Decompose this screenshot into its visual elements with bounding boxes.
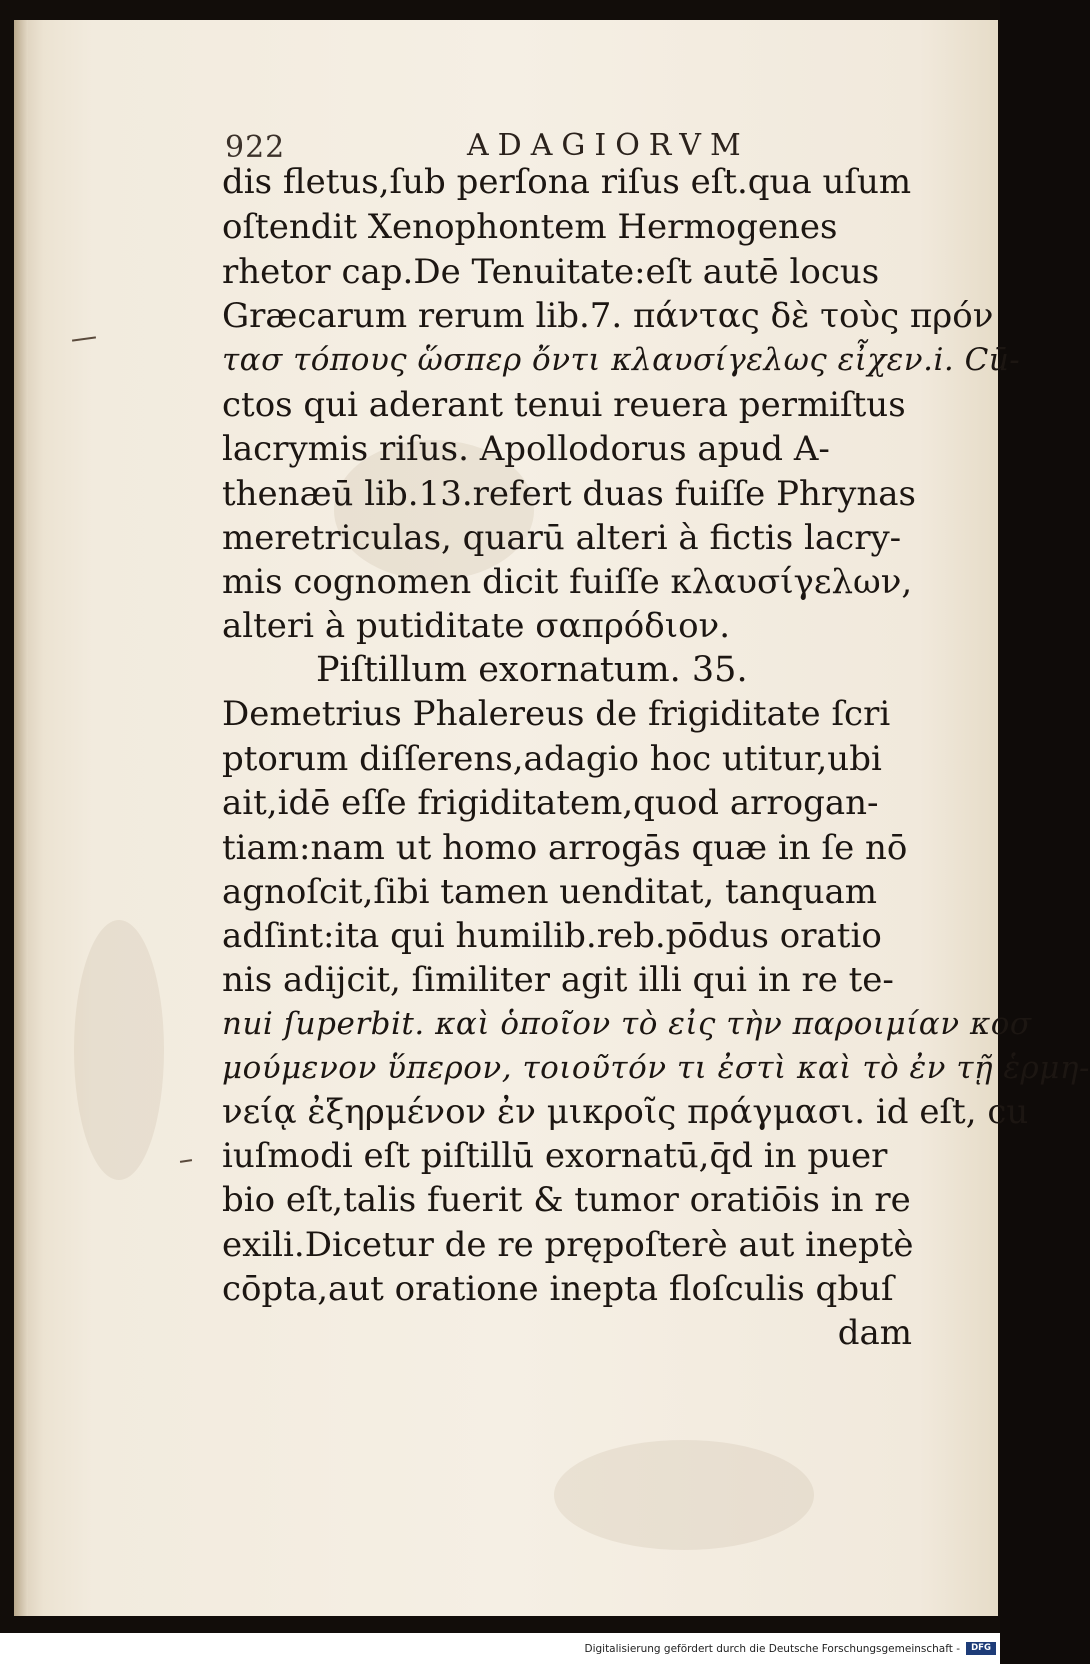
text-line: νείᾳ ἐξηρμένον ἐν μικροῖς πράγμασι. id eſt, cu (222, 1092, 1029, 1132)
text-line: exili.Dicetur de re prępoſterè aut ineptè (222, 1225, 914, 1265)
text-line: meretriculas, quarū alteri à fictis lacry- (222, 518, 902, 558)
text-line: cōpta,aut oratione inepta floſculis qbuſ (222, 1269, 894, 1309)
page-number: 922 (225, 130, 286, 165)
paper-stain (554, 1440, 814, 1550)
text-line: tiam:nam ut homo arrogās quæ in ſe nō (222, 828, 908, 868)
text-line: adſint:ita qui humilib.reb.pōdus oratio (222, 916, 882, 956)
dfg-logo: DFG (966, 1642, 996, 1655)
paper-stain (74, 920, 164, 1180)
text-line: Demetrius Phalereus de frigiditate ſcri (222, 694, 891, 734)
text-line: iuſmodi eſt piſtillū exornatū,q̄d in puer (222, 1136, 888, 1176)
running-title: ADAGIORVM (467, 128, 750, 163)
text-line: ctos qui aderant tenui reuera permiſtus (222, 385, 906, 425)
text-line: rhetor cap.De Tenuitate:eſt autē locus (222, 252, 880, 292)
digitization-credit: Digitalisierung gefördert durch die Deutsche Forschungsgemeinschaft - (584, 1643, 960, 1655)
text-line: ait,idē eſſe frigiditatem,quod arrogan- (222, 783, 879, 823)
text-line: nis adijcit, ſimiliter agit illi qui in re te- (222, 960, 894, 1000)
text-line: ptorum diſſerens,adagio hoc utitur,ubi (222, 739, 882, 779)
text-line: lacrymis riſus. Apollodorus apud A- (222, 429, 830, 469)
text-line: nui ſuperbit. καὶ ὁποῖον τὸ εἰς τὴν παροιμίαν κοσ (222, 1006, 1032, 1042)
text-line: mis cognomen dicit fuiſſe κλαυσίγελων, (222, 562, 913, 602)
text-line: alteri à putiditate σαπρόδιον. (222, 606, 731, 646)
text-line: μούμενον ὕπερον, τοιοῦτόν τι ἐστὶ καὶ τὸ ἐν τῇ ἑρμη- (222, 1050, 1090, 1086)
catchword: dam (837, 1313, 912, 1353)
text-line: Græcarum rerum lib.7. πάντας δὲ τοὺς πρόν (222, 296, 994, 336)
text-line: τασ τόπους ὥσπερ ὄντι κλαυσίγελως εἶχεν.i. Cū- (222, 342, 1021, 378)
text-line: agnoſcit,ſibi tamen uenditat, tanquam (222, 872, 878, 912)
text-line: thenæū lib.13.refert duas fuiſſe Phrynas (222, 474, 916, 514)
text-line: bio eſt,talis fuerit & tumor oratiōis in re (222, 1180, 911, 1220)
text-line: oſtendit Xenophontem Hermogenes (222, 207, 838, 247)
text-line: dis fletus,ſub perſona riſus eſt.qua uſum (222, 162, 912, 202)
adage-heading: Piſtillum exornatum. 35. (316, 650, 748, 690)
